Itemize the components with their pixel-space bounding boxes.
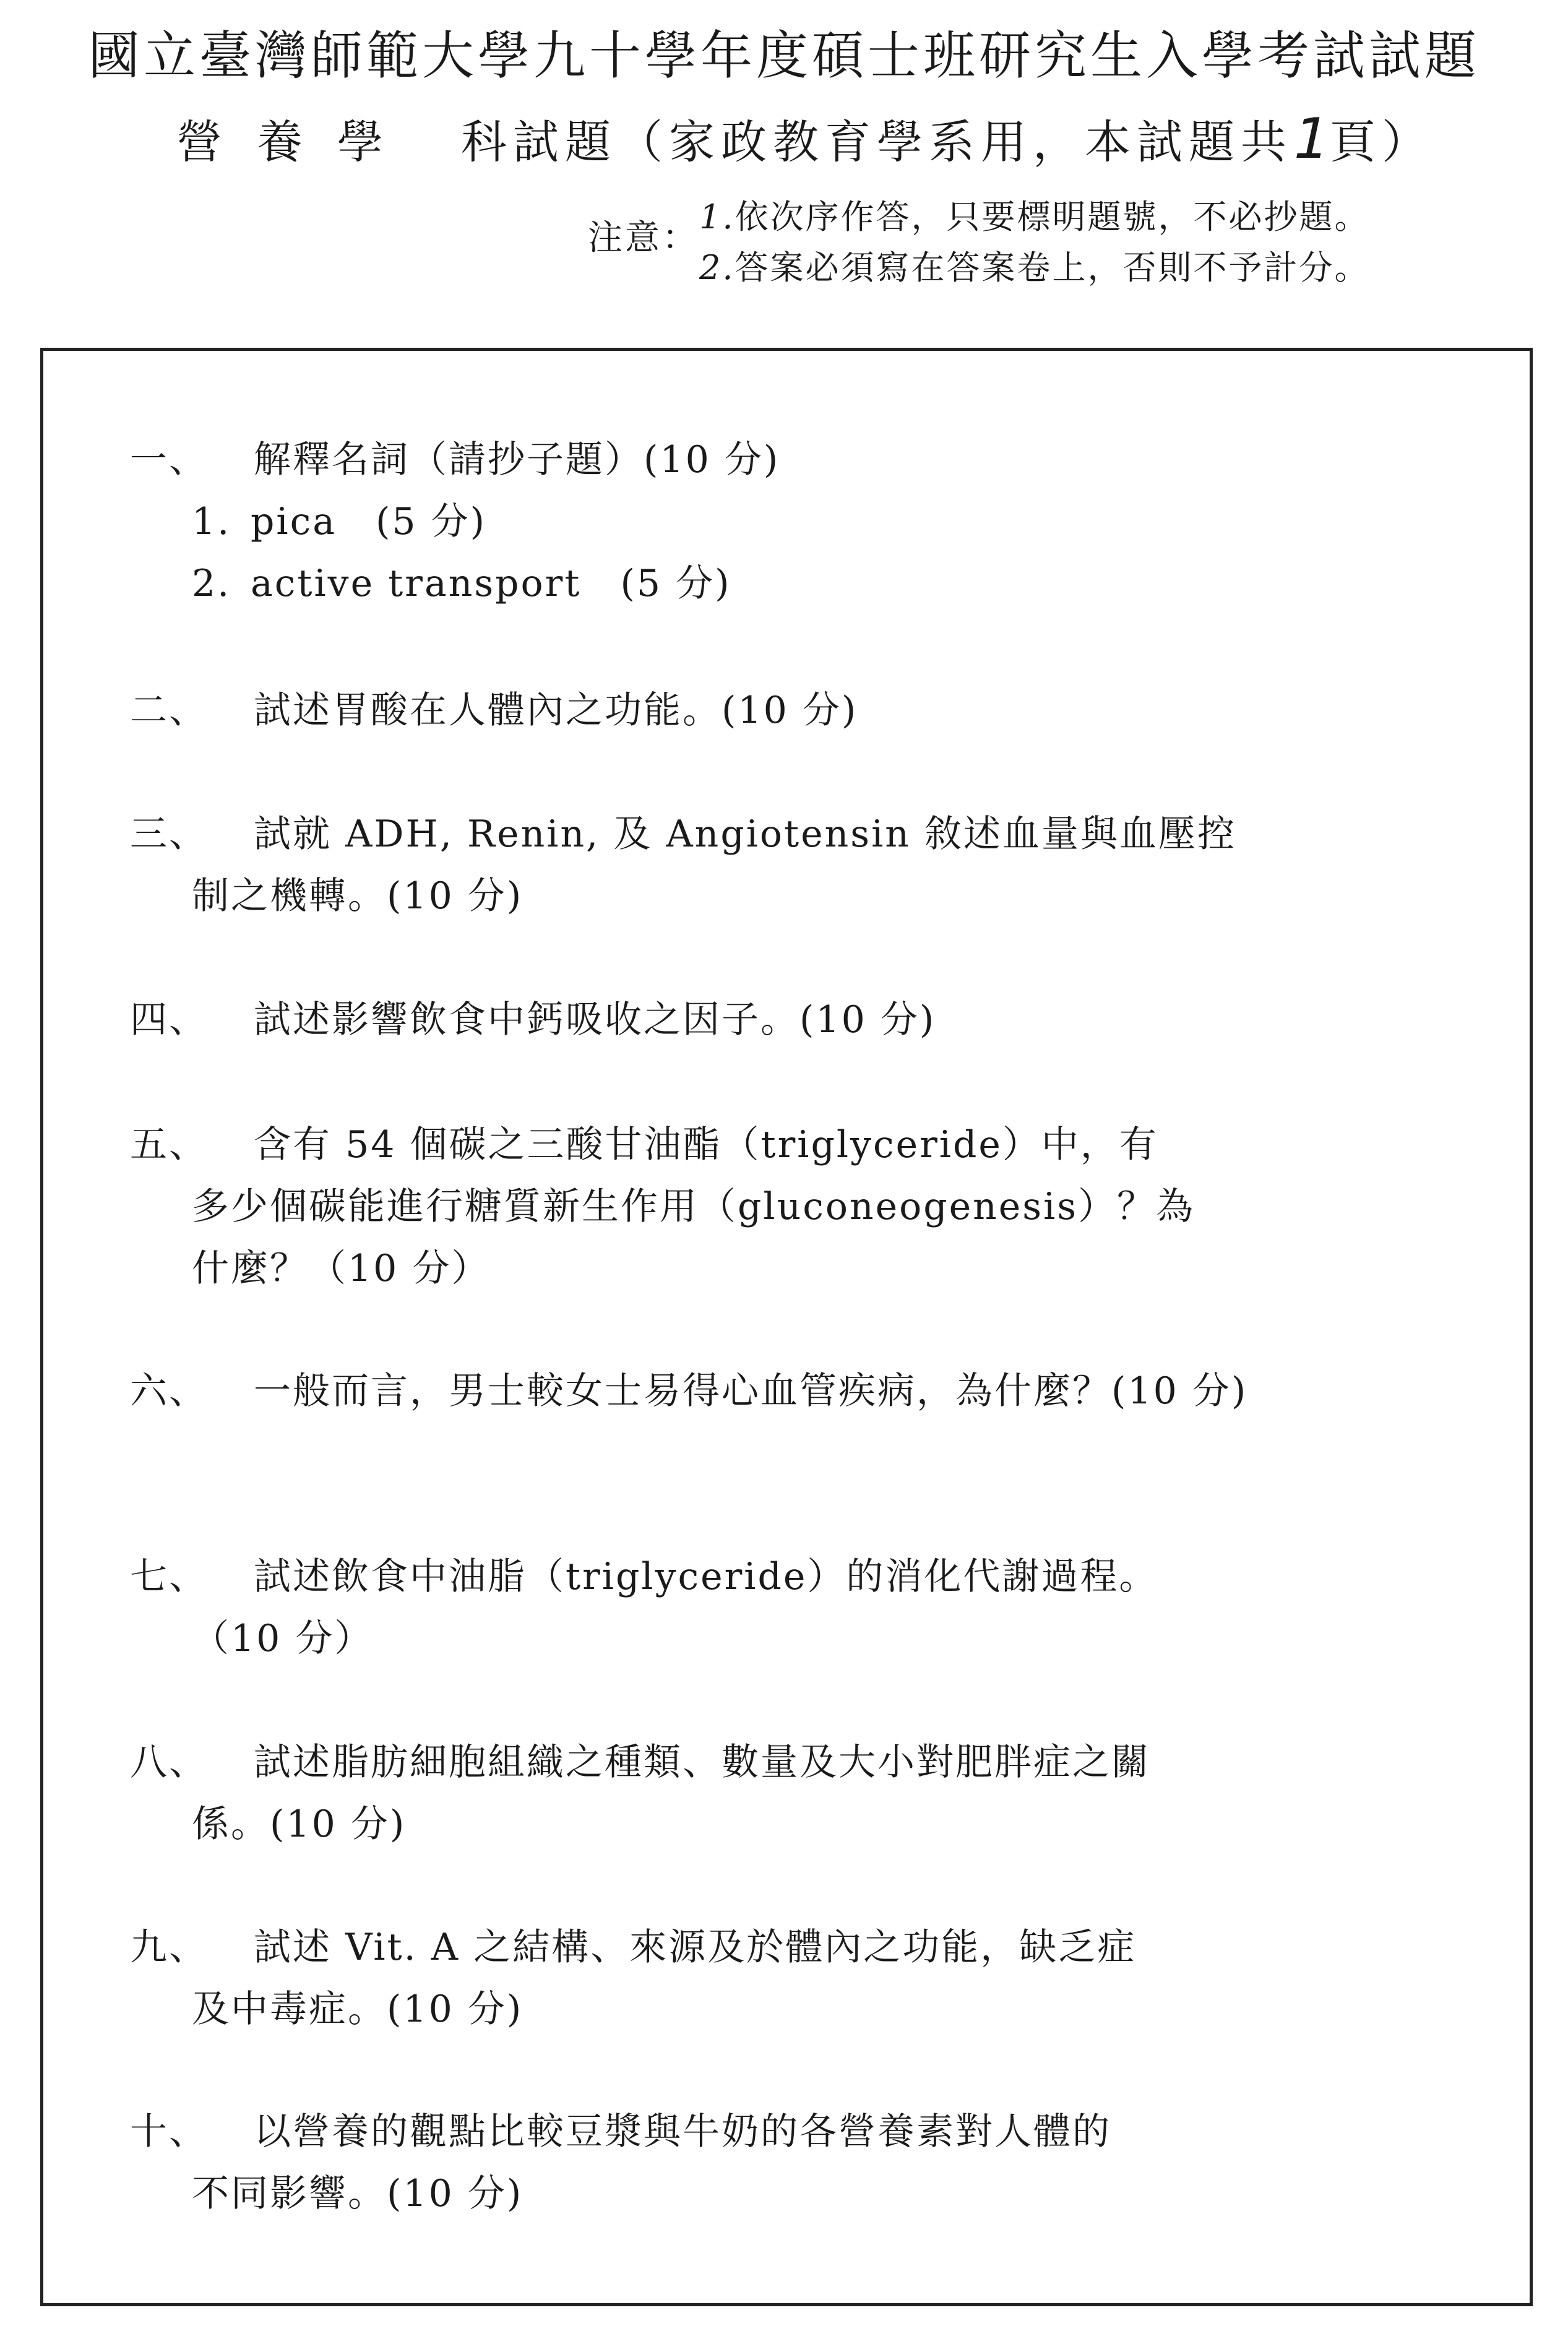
question-10 [130, 2101, 1111, 2225]
notice-item-number: 2. [699, 248, 735, 287]
question-2 [130, 679, 858, 741]
question-number: 六、 [130, 1369, 208, 1413]
notice-label: 注意： [588, 218, 699, 258]
question-6 [130, 1360, 1247, 1422]
question-number: 三、 [130, 812, 208, 856]
subject-line [176, 105, 1434, 176]
notice-item-text: 依次序作答，只要標明題號，不必抄題。 [734, 197, 1370, 236]
question-number: 十、 [130, 2110, 208, 2153]
notice-item [699, 192, 1370, 243]
question-text: 一般而言，男士較女士易得心血管疾病，為什麼？(10 分) [254, 1369, 1248, 1413]
sub-item-text: pica (5 分) [251, 500, 487, 543]
question-text-continued: 制之機轉。(10 分) [192, 874, 523, 918]
question-text: 試述 Vit. A 之結構、來源及於體內之功能，缺乏症 [254, 1926, 1137, 1969]
question-text-continued: （10 分） [192, 1617, 374, 1660]
question-text-continued: 係。(10 分) [192, 1803, 407, 1846]
subject-description: 科試題（家政教育學系用，本試題共 [461, 116, 1293, 169]
question-1 [130, 429, 780, 614]
exam-title: 國立臺灣師範大學九十學年度碩士班研究生入學考試試題 [87, 25, 1480, 86]
notice-item-number: 1. [699, 197, 735, 236]
subject-description-end: 頁） [1330, 116, 1434, 169]
sub-item-number: 1. [192, 500, 231, 543]
notice-item-text: 答案必須寫在答案卷上，否則不予計分。 [734, 248, 1370, 287]
sub-item [130, 491, 780, 553]
question-text: 試述胃酸在人體內之功能。(10 分) [254, 689, 858, 732]
sub-item [130, 553, 780, 614]
question-5 [130, 1114, 1195, 1299]
question-text: 試述飲食中油脂（triglyceride）的消化代謝過程。 [254, 1555, 1158, 1598]
subject-name: 營養學 [176, 116, 418, 169]
question-number: 一、 [130, 438, 208, 481]
page-count: 1 [1286, 106, 1336, 171]
notice-list [699, 192, 1370, 293]
sub-item-number: 2. [192, 562, 231, 605]
question-text: 以營養的觀點比較豆漿與牛奶的各營養素對人體的 [254, 2110, 1111, 2153]
question-text-continued: 多少個碳能進行糖質新生作用（gluconeogenesis）？為 [192, 1185, 1195, 1228]
question-text: 試述脂肪細胞組織之種類、數量及大小對肥胖症之關 [254, 1741, 1150, 1784]
question-text: 試就 ADH, Renin, 及 Angiotensin 敘述血量與血壓控 [254, 812, 1237, 856]
question-4 [130, 989, 936, 1051]
question-number: 五、 [130, 1123, 208, 1166]
question-number: 四、 [130, 998, 208, 1041]
question-number: 九、 [130, 1926, 208, 1969]
question-text: 含有 54 個碳之三酸甘油酯（triglyceride）中，有 [254, 1123, 1158, 1166]
question-text-continued: 及中毒症。(10 分) [192, 1988, 523, 2031]
question-8 [130, 1731, 1150, 1855]
sub-item-text: active transport (5 分) [251, 562, 731, 605]
question-text: 試述影響飲食中鈣吸收之因子。(10 分) [254, 998, 936, 1041]
question-number: 七、 [130, 1555, 208, 1598]
question-9 [130, 1916, 1136, 2040]
question-number: 二、 [130, 689, 208, 732]
question-3 [130, 803, 1236, 927]
question-text-continued: 什麼？（10 分） [192, 1247, 491, 1290]
question-text: 解釋名詞（請抄子題）(10 分) [254, 438, 780, 481]
question-number: 八、 [130, 1741, 208, 1784]
question-text-continued: 不同影響。(10 分) [192, 2172, 523, 2215]
notice-item [699, 243, 1370, 293]
question-7 [130, 1546, 1158, 1670]
